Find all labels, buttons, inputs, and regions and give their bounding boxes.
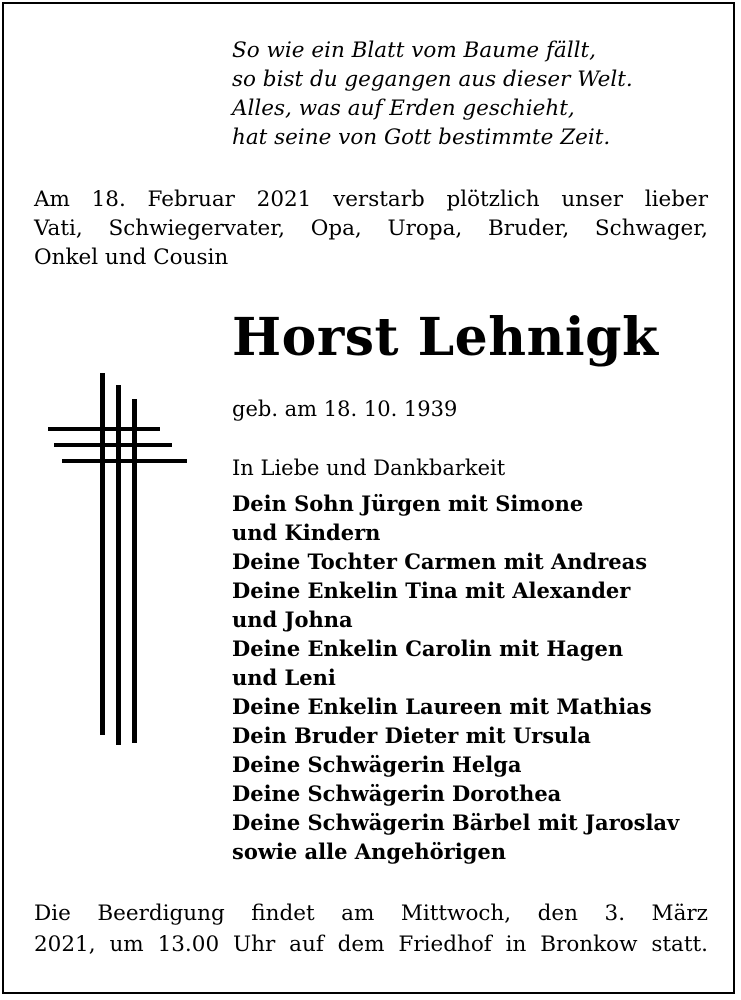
mourner-line: Deine Schwägerin Bärbel mit Jaroslav (232, 810, 680, 835)
mourner-line: und Johna (232, 607, 353, 632)
mourner-line: und Leni (232, 665, 336, 690)
mourner-line: Deine Enkelin Carolin mit Hagen (232, 636, 624, 661)
cross-icon (40, 365, 190, 750)
funeral-details (34, 898, 708, 960)
mourner-line: Deine Tochter Carmen mit Andreas (232, 549, 648, 574)
announcement-line: Onkel und Cousin (34, 245, 229, 270)
poem (232, 36, 712, 152)
mourner-line: Deine Enkelin Tina mit Alexander (232, 578, 631, 603)
death-announcement (34, 185, 708, 272)
mourner-line: sowie alle Angehörigen (232, 839, 507, 864)
funeral-line: 2021, um 13.00 Uhr auf dem Friedhof in Bronkow statt. (34, 932, 708, 957)
poem-line: Alles, was auf Erden geschieht, (232, 96, 575, 121)
mourner-line: Deine Schwägerin Dorothea (232, 781, 562, 806)
mourner-line: Deine Enkelin Laureen mit Mathias (232, 694, 652, 719)
poem-line: hat seine von Gott bestimmte Zeit. (232, 125, 611, 150)
mourners-list (232, 489, 679, 866)
mourner-line: Dein Bruder Dieter mit Ursula (232, 723, 591, 748)
funeral-line: Die Beerdigung findet am Mittwoch, den 3. März (34, 901, 708, 926)
poem-line: so bist du gegangen aus dieser Welt. (232, 67, 633, 92)
announcement-line: Am 18. Februar 2021 verstarb plötzlich unser lieber (34, 187, 708, 212)
mourner-line: Deine Schwägerin Helga (232, 752, 522, 777)
birth-date: geb. am 18. 10. 1939 (232, 397, 458, 421)
mourner-line: Dein Sohn Jürgen mit Simone (232, 491, 584, 516)
poem-line: So wie ein Blatt vom Baume fällt, (232, 38, 596, 63)
closing-phrase: In Liebe und Dankbarkeit (232, 456, 506, 480)
announcement-line: Vati, Schwiegervater, Opa, Uropa, Bruder, Schwager, (34, 216, 708, 241)
mourner-line: und Kindern (232, 520, 381, 545)
deceased-name: Horst Lehnigk (232, 307, 659, 368)
